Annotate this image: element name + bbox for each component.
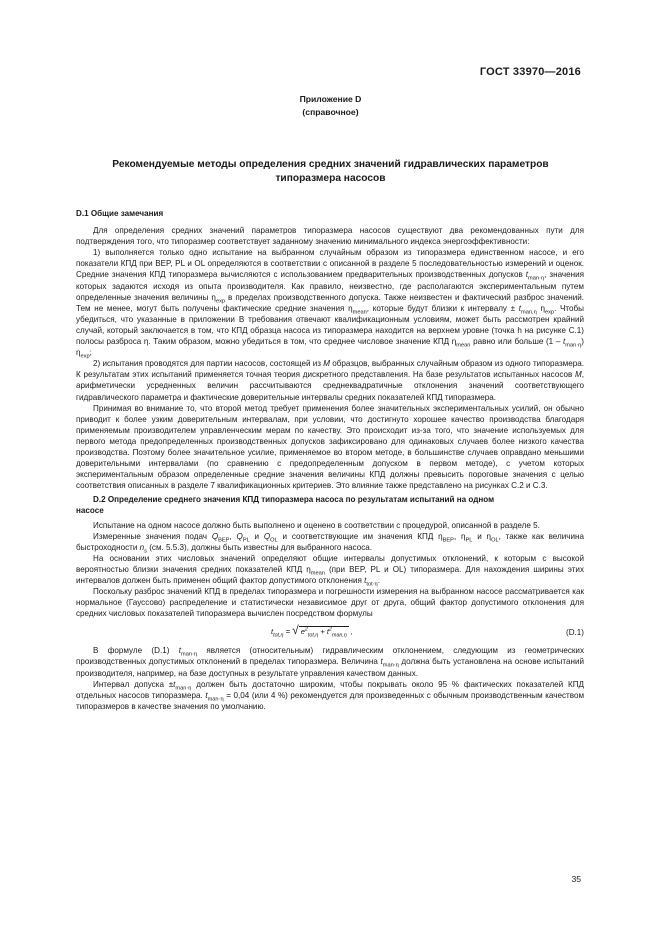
paragraph: Для определения средних значений параметров типоразмера насосов существуют два рекомендованных пути для подтверждения того, что типоразмер соответствует заданному значению минимального индекса энергоэффективности:	[76, 226, 584, 247]
annex-type: (справочное)	[302, 107, 359, 117]
section-heading-d2: D.2 Определение среднего значения КПД типоразмера насоса по результатам испытаний на одном насосе	[76, 495, 495, 516]
standard-code: ГОСТ 33970—2016	[479, 66, 581, 78]
formula-expression: $t_{tot,\eta}$ = √ $e^2_{tot,\eta} + t^2_{man,\eta}$ ,	[271, 623, 354, 639]
paragraph-tolerance-interval: Интервал допуска $\pm t_{man\cdot\eta}$ должен быть достаточно широким, чтобы покрывать около 95 % фактических показателей КПД отдельных насосов типоразмера. $t_{man\cdot\eta} = 0,04$ (или 4 %) рекомендуется для произведенных с обычным производственным качеством типоразмеров в качестве значения по умолчанию.	[76, 679, 585, 711]
paragraph-manufacturing-deviation: В формуле (D.1) $t_{man\cdot\eta}$ является (относительным) гидравлическим отклонением, следующим из геометрических производственных допустимых отклонений в пределах типоразмера. Величина $t_{man\cdot\eta}$ должна быть установлена на основе испытаний производителя, например, на базе доступных в результате управления качеством данных.	[76, 646, 584, 678]
paragraph-method-2: 2) испытания проводятся для партии насосов, состоящей из M образцов, выбранных случайным образом из одного типоразмера. К результатам этих испытаний применяется точная теория дискретного представления. На базе результатов испытанных насосов M, арифметически усредненных величин рассчитываются среднеквадратичные отклонения значений соответствующего гидравлического параметра и фактические доверительные интервалы средних показателей КПД типоразмера.	[76, 359, 584, 402]
annex-title: Приложение D	[299, 94, 362, 104]
title-line-1: Рекомендуемые методы определения средних значений гидравлических параметров	[112, 159, 549, 170]
paragraph-method-1: 1) выполняется только одно испытание на выбранном случайным образом из типоразмера единственном насосе, и его показатели КПД при BEP, PL и OL определяются в соответствии с описанной в разделе 5 последовательностью измерений и оценок. Средние значения КПД типоразмера вычисляются с использованием предварительных производственных допусков $t_{man\cdot\eta}$, значения которых задаются исходя из опыта производителя. Как правило, неизвестно, где располагаются экспериментальным путем определенные значения величины $\eta_{exp}$ в пределах производственного допуска. Также неизвестен и фактический разброс значений. Тем не менее, могут быть получены фактические средние значения $\eta_{mean}$, которые будут близки к интервалу ± $t_{man,\eta}$ $\eta_{exp}$. Чтобы убедиться, что указанные в приложении В требования отвечают квалификационным условиям, может быть рассмотрен крайний случай, который заключается в том, что КПД образца насоса из типоразмера находится на верхнем уровне (точка h на рисунке С.1) полосы разброса η. Таким образом, можно убедиться в том, что среднее числовое значение КПД $\eta_{mean}$ равно или больше $(1 - t_{man\cdot\eta})$ $\eta_{exp}$;	[76, 248, 585, 360]
paragraph: Принимая во внимание то, что второй метод требует применения более значительных экспериментальных усилий, он обычно приводит к более узким доверительным интервалам, при условии, что достигнуто хорошее качество производства благодаря применяемым производителем управленческим мерам по качеству. Это происходит из-за того, что значение используемых для первого метода предопределенных производственных допусков зафиксировано для одинаковых случаев более низкого качества производства. Поэтому более значительное усилие, применяемое во втором методе, в большинстве случаев оправдано меньшими доверительными интервалами (по сравнению с предопределенным допуском в первом методе), с учетом которых экспериментальным образом определенные средние значения величины КПД должны превысить пороговые значения с целью соответствия описанных в разделе 7 квалификационных критериев. Это влияние также представлено на рисунках С.2 и С.3.	[76, 403, 584, 491]
paragraph: Испытание на одном насосе должно быть выполнено и оценено в соответствии с процедурой, описанной в разделе 5.	[93, 520, 540, 530]
title-line-2: типоразмера насосов	[275, 173, 386, 184]
paragraph: Поскольку разброс значений КПД в пределах типоразмера и погрешности измерения на выбранном насосе рассматривается как нормальное (Гауссово) распределение и статистически независимое друг от друга, общий фактор допустимого отклонения для средних числовых показателей типоразмера вычислен посредством формулы	[76, 587, 584, 619]
paragraph-tolerance: На основании этих числовых значений определяют общие интервалы допустимых отклонений, к которым с высокой вероятностью близки значения средних показателей КПД $\eta_{mean}$ (при BEP, PL и OL) типоразмера. Для нахождения ширины этих интервалов должен быть применен общий фактор допустимого отклонения $t_{tot\cdot\eta}$.	[76, 553, 584, 588]
formula-number: (D.1)	[566, 628, 584, 638]
page-number: 35	[571, 874, 581, 884]
body-text	[76, 208, 584, 712]
paragraph-measured-values: Измеренные значения подач $Q_{BEP}$, $Q_{PL}$ и $Q_{OL}$ и соответствующие им значения КПД $\eta_{BEP}$, $\eta_{PL}$ и $\eta_{OL}$, также как величина быстроходности $n_s$ (см. 5.5.3), должны быть известны для выбранного насоса.	[76, 531, 584, 555]
formula-d1	[76, 623, 584, 641]
document-title	[100, 158, 561, 186]
section-heading-d1: D.1 Общие замечания	[76, 209, 164, 218]
